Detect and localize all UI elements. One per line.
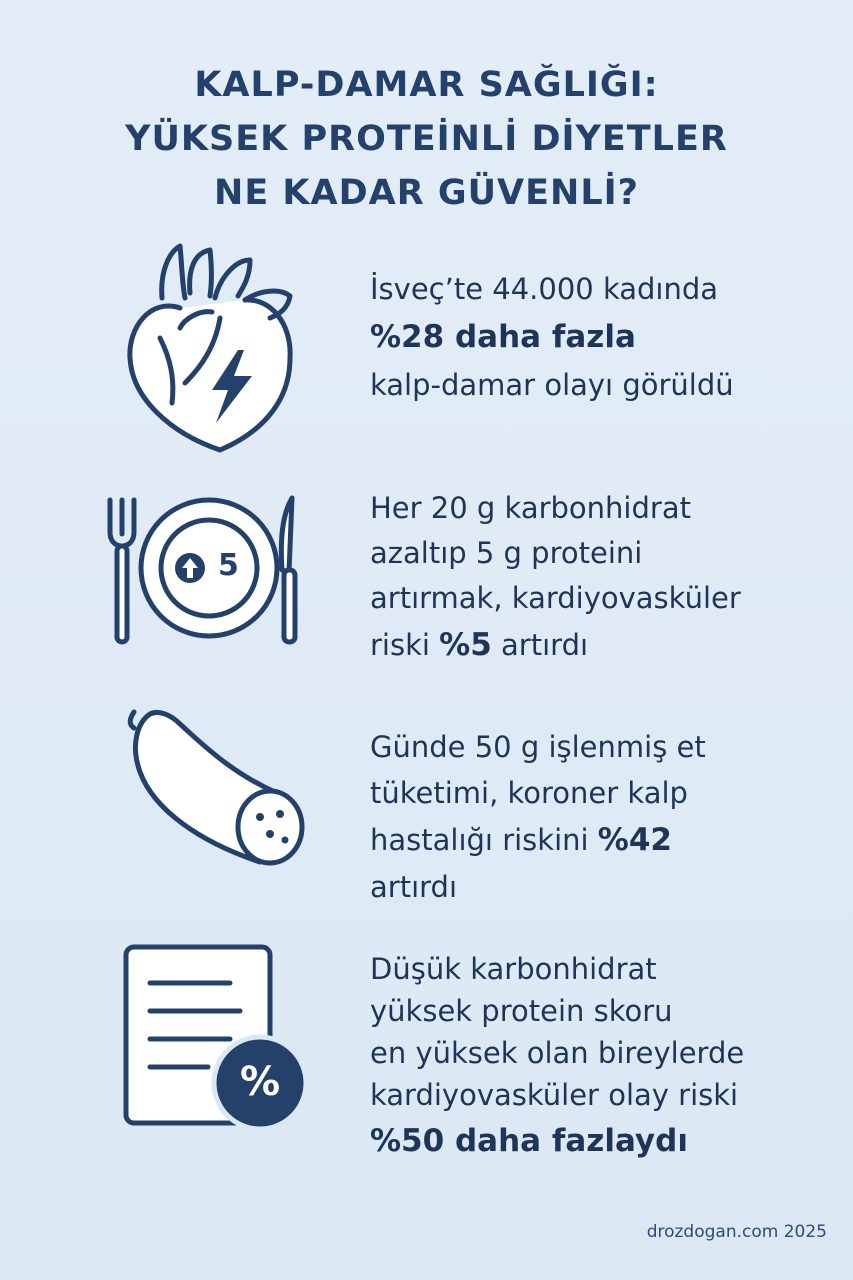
title-line-2: YÜKSEK PROTEİNLİ DİYETLER [125, 119, 728, 159]
item-4-line-2: yüksek protein skoru [370, 994, 673, 1028]
item-2-line-1: Her 20 g karbonhidrat [370, 491, 691, 525]
item-2-line-3: artırmak, kardiyovasküler [370, 581, 741, 615]
document-percent-icon [120, 943, 310, 1133]
item-4-line-1: Düşük karbonhidrat [370, 952, 657, 986]
item-2-line-2: azaltıp 5 g proteini [370, 536, 643, 570]
item-1-line-1: İsveç’te 44.000 kadında [370, 272, 719, 306]
title-line-1: KALP-DAMAR SAĞLIĞI: [194, 65, 659, 105]
item-2-line-4-prefix: riski [370, 628, 440, 662]
item-1-line-3: kalp-damar olayı görüldü [370, 368, 734, 402]
footer-credit: drozdogan.com 2025 [646, 1222, 827, 1242]
item-3-line-2: tüketimi, koroner kalp [370, 776, 688, 810]
item-2-line-4-suffix: artırdı [491, 628, 589, 662]
item-3-line-3-bold: %42 [597, 822, 672, 858]
item-4-text [370, 948, 840, 1166]
item-4-line-3: en yüksek olan bireylerde [370, 1036, 745, 1070]
sausage-icon [120, 702, 310, 872]
item-3-line-3-prefix: hastalığı riskini [370, 823, 598, 857]
item-3-line-3 [370, 816, 840, 864]
item-3-line-1: Günde 50 g işlenmiş et [370, 730, 706, 764]
heart-lightning-icon [120, 238, 300, 458]
item-3-text [370, 724, 840, 910]
item-2-text [370, 486, 840, 669]
item-3-line-4: artırdı [370, 870, 457, 904]
item-1-text [370, 266, 840, 408]
item-4-line-5: %50 daha fazlaydı [370, 1123, 688, 1159]
item-1-line-2: %28 daha fazla [370, 319, 636, 355]
page-title [0, 58, 853, 220]
plate-fork-knife-icon [104, 490, 304, 650]
item-2-line-4-bold: %5 [439, 627, 492, 663]
title-line-3: NE KADAR GÜVENLİ? [214, 173, 639, 213]
item-2-line-4 [370, 621, 840, 669]
plate-label: 5 [218, 548, 239, 583]
percent-badge-label: % [239, 1059, 281, 1105]
item-4-line-4: kardiyovasküler olay riski [370, 1078, 739, 1112]
